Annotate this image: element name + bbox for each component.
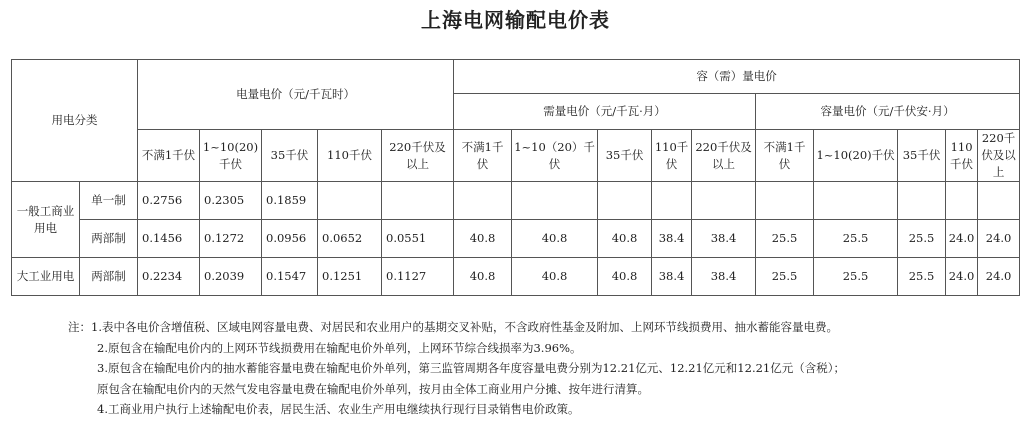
energy-price-cell: 0.2756 xyxy=(138,182,200,220)
pricing-system-cell: 单一制 xyxy=(80,182,138,220)
energy-price-cell: 0.2234 xyxy=(138,258,200,296)
energy-price-cell xyxy=(318,182,382,220)
footnote-3-continued: 原包含在输配电价内的天然气发电容量电费在输配电价外单列，按月由全体工商业用户分摊、按年进行清算。 xyxy=(97,381,649,396)
capacity-price-cell: 25.5 xyxy=(756,220,814,258)
capacity-price-cell: 24.0 xyxy=(978,258,1020,296)
footnotes xyxy=(68,317,1023,420)
demand-voltage-level: 1~10（20）千伏 xyxy=(512,130,598,182)
category-cell-general: 一般工商业用电 xyxy=(12,182,80,258)
footnote-1: 注：1.表中各电价含增值税、区域电网容量电费、对居民和农业用户的基期交叉补贴，不含政府性基金及附加、上网环节线损费用、抽水蓄能容量电费。 xyxy=(68,320,838,334)
capacity-price-cell xyxy=(898,182,946,220)
demand-price-cell xyxy=(692,182,756,220)
demand-price-cell: 40.8 xyxy=(598,258,652,296)
demand-price-cell xyxy=(454,182,512,220)
capacity-demand-header: 容（需）量电价 xyxy=(454,60,1020,94)
energy-price-cell: 0.0956 xyxy=(262,220,318,258)
demand-price-cell: 40.8 xyxy=(598,220,652,258)
capacity-price-cell: 25.5 xyxy=(898,220,946,258)
energy-voltage-level: 220千伏及以上 xyxy=(382,130,454,182)
energy-price-header: 电量电价（元/千瓦时） xyxy=(138,60,454,130)
demand-voltage-level: 110千伏 xyxy=(652,130,692,182)
energy-price-cell: 0.0652 xyxy=(318,220,382,258)
energy-price-cell: 0.1859 xyxy=(262,182,318,220)
demand-price-cell xyxy=(512,182,598,220)
demand-price-cell xyxy=(598,182,652,220)
capacity-voltage-level: 不满1千伏 xyxy=(756,130,814,182)
energy-voltage-level: 1~10(20)千伏 xyxy=(200,130,262,182)
category-header: 用电分类 xyxy=(12,60,138,182)
footnote-2: 2.原包含在输配电价内的上网环节线损费用在输配电价外单列，上网环节综合线损率为3.96%。 xyxy=(97,340,582,355)
capacity-price-cell xyxy=(756,182,814,220)
demand-price-cell: 38.4 xyxy=(692,220,756,258)
energy-price-cell: 0.0551 xyxy=(382,220,454,258)
demand-price-cell: 38.4 xyxy=(652,258,692,296)
energy-price-cell: 0.1547 xyxy=(262,258,318,296)
energy-price-cell: 0.2305 xyxy=(200,182,262,220)
demand-price-cell xyxy=(652,182,692,220)
capacity-price-cell xyxy=(814,182,898,220)
energy-voltage-level: 110千伏 xyxy=(318,130,382,182)
capacity-price-cell: 25.5 xyxy=(898,258,946,296)
tariff-table xyxy=(11,59,1020,296)
voltage-level-row xyxy=(12,130,1020,182)
demand-price-cell: 40.8 xyxy=(512,220,598,258)
footnote-3: 3.原包含在输配电价内的抽水蓄能容量电费在输配电价外单列，第三监管周期各年度容量电费分别为12.21亿元、12.21亿元和12.21亿元（含税）； xyxy=(97,361,845,375)
energy-price-cell: 0.1456 xyxy=(138,220,200,258)
capacity-voltage-level: 35千伏 xyxy=(898,130,946,182)
table-row xyxy=(12,182,1020,220)
page-title: 上海电网输配电价表 xyxy=(421,8,610,32)
table-row xyxy=(12,220,1020,258)
demand-price-cell: 40.8 xyxy=(454,258,512,296)
capacity-price-cell: 25.5 xyxy=(756,258,814,296)
capacity-price-cell: 25.5 xyxy=(814,258,898,296)
demand-price-cell: 40.8 xyxy=(454,220,512,258)
header-row-1 xyxy=(12,60,1020,94)
demand-voltage-level: 不满1千伏 xyxy=(454,130,512,182)
capacity-voltage-level: 110千伏 xyxy=(946,130,978,182)
capacity-price-cell: 24.0 xyxy=(946,258,978,296)
energy-voltage-level: 不满1千伏 xyxy=(138,130,200,182)
demand-price-header: 需量电价（元/千瓦·月） xyxy=(454,94,756,130)
capacity-price-cell: 24.0 xyxy=(946,220,978,258)
table-row xyxy=(12,258,1020,296)
capacity-price-cell xyxy=(946,182,978,220)
demand-voltage-level: 220千伏及以上 xyxy=(692,130,756,182)
energy-price-cell: 0.2039 xyxy=(200,258,262,296)
capacity-price-cell: 25.5 xyxy=(814,220,898,258)
pricing-system-cell: 两部制 xyxy=(80,258,138,296)
capacity-price-cell: 24.0 xyxy=(978,220,1020,258)
footnote-4: 4.工商业用户执行上述输配电价表，居民生活、农业生产用电继续执行现行目录销售电价政策。 xyxy=(97,402,580,416)
energy-voltage-level: 35千伏 xyxy=(262,130,318,182)
demand-voltage-level: 35千伏 xyxy=(598,130,652,182)
energy-price-cell xyxy=(382,182,454,220)
capacity-price-header: 容量电价（元/千伏安·月） xyxy=(756,94,1020,130)
demand-price-cell: 38.4 xyxy=(692,258,756,296)
energy-price-cell: 0.1127 xyxy=(382,258,454,296)
capacity-price-cell xyxy=(978,182,1020,220)
demand-price-cell: 40.8 xyxy=(512,258,598,296)
capacity-voltage-level: 220千伏及以上 xyxy=(978,130,1020,182)
demand-price-cell: 38.4 xyxy=(652,220,692,258)
pricing-system-cell: 两部制 xyxy=(80,220,138,258)
energy-price-cell: 0.1251 xyxy=(318,258,382,296)
energy-price-cell: 0.1272 xyxy=(200,220,262,258)
capacity-voltage-level: 1~10(20)千伏 xyxy=(814,130,898,182)
category-cell-large-industrial: 大工业用电 xyxy=(12,258,80,296)
